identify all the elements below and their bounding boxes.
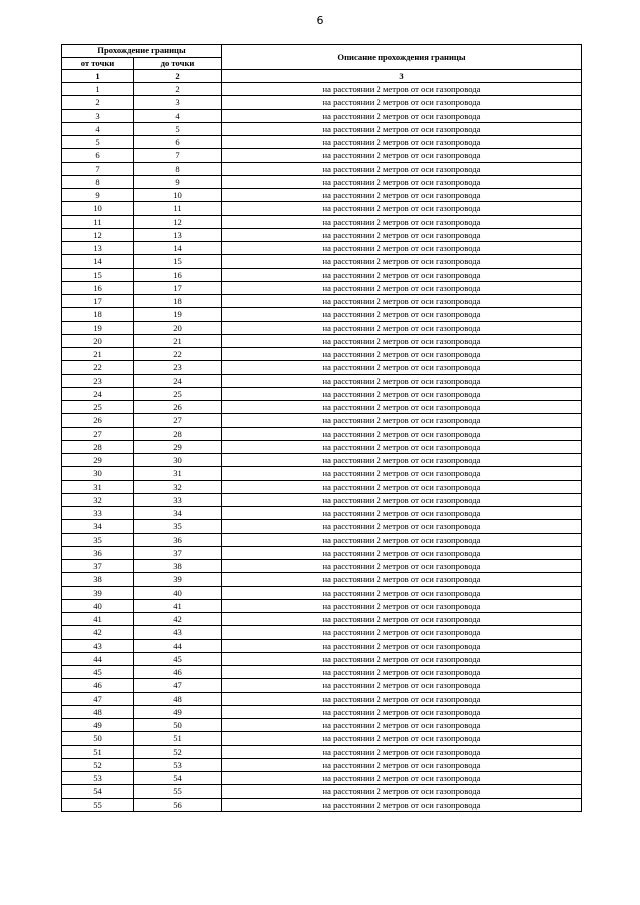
description-cell: на расстоянии 2 метров от оси газопровода — [222, 136, 582, 149]
table-row — [62, 321, 582, 334]
description-cell: на расстоянии 2 метров от оси газопровода — [222, 785, 582, 798]
from-point-cell: 1 — [62, 83, 134, 96]
description-cell: на расстоянии 2 метров от оси газопровода — [222, 189, 582, 202]
from-point-cell: 12 — [62, 228, 134, 241]
description-cell: на расстоянии 2 метров от оси газопровода — [222, 493, 582, 506]
description-cell: на расстоянии 2 метров от оси газопровода — [222, 533, 582, 546]
description-cell: на расстоянии 2 метров от оси газопровода — [222, 308, 582, 321]
to-point-cell: 29 — [134, 440, 222, 453]
description-cell: на расстоянии 2 метров от оси газопровода — [222, 374, 582, 387]
description-cell: на расстоянии 2 метров от оси газопровода — [222, 109, 582, 122]
table-row — [62, 440, 582, 453]
from-point-cell: 4 — [62, 122, 134, 135]
table-row — [62, 175, 582, 188]
description-cell: на расстоянии 2 метров от оси газопровода — [222, 334, 582, 347]
table-row — [62, 613, 582, 626]
description-cell: на расстоянии 2 метров от оси газопровода — [222, 613, 582, 626]
description-cell: на расстоянии 2 метров от оси газопровода — [222, 321, 582, 334]
table-row — [62, 122, 582, 135]
description-cell: на расстоянии 2 метров от оси газопровода — [222, 268, 582, 281]
to-point-cell: 7 — [134, 149, 222, 162]
to-point-cell: 53 — [134, 758, 222, 771]
from-point-cell: 22 — [62, 361, 134, 374]
boundary-table — [61, 44, 582, 812]
from-point-cell: 3 — [62, 109, 134, 122]
description-cell: на расстоянии 2 метров от оси газопровода — [222, 242, 582, 255]
table-row — [62, 705, 582, 718]
table-row — [62, 334, 582, 347]
description-cell: на расстоянии 2 метров от оси газопровода — [222, 295, 582, 308]
from-point-cell: 5 — [62, 136, 134, 149]
from-point-cell: 31 — [62, 480, 134, 493]
table-row — [62, 639, 582, 652]
from-point-cell: 19 — [62, 321, 134, 334]
to-point-cell: 54 — [134, 772, 222, 785]
to-point-cell: 46 — [134, 666, 222, 679]
table-row — [62, 758, 582, 771]
table-row — [62, 387, 582, 400]
table-row — [62, 401, 582, 414]
to-point-cell: 52 — [134, 745, 222, 758]
to-point-cell: 39 — [134, 573, 222, 586]
table-row — [62, 162, 582, 175]
table-row — [62, 560, 582, 573]
from-point-cell: 51 — [62, 745, 134, 758]
table-row — [62, 454, 582, 467]
table-row — [62, 679, 582, 692]
from-point-cell: 43 — [62, 639, 134, 652]
description-cell: на расстоянии 2 метров от оси газопровода — [222, 705, 582, 718]
from-point-cell: 45 — [62, 666, 134, 679]
from-point-cell: 9 — [62, 189, 134, 202]
description-cell: на расстоянии 2 метров от оси газопровода — [222, 573, 582, 586]
description-cell: на расстоянии 2 метров от оси газопровода — [222, 122, 582, 135]
to-point-cell: 26 — [134, 401, 222, 414]
column-number-3: 3 — [222, 70, 582, 83]
to-point-cell: 17 — [134, 281, 222, 294]
to-point-cell: 6 — [134, 136, 222, 149]
from-point-cell: 41 — [62, 613, 134, 626]
from-point-cell: 42 — [62, 626, 134, 639]
from-point-cell: 52 — [62, 758, 134, 771]
to-point-cell: 41 — [134, 599, 222, 612]
from-point-cell: 21 — [62, 348, 134, 361]
from-point-cell: 46 — [62, 679, 134, 692]
from-point-cell: 36 — [62, 546, 134, 559]
table-row — [62, 772, 582, 785]
from-point-cell: 8 — [62, 175, 134, 188]
from-point-cell: 49 — [62, 719, 134, 732]
table-row — [62, 189, 582, 202]
description-cell: на расстоянии 2 метров от оси газопровода — [222, 414, 582, 427]
to-point-cell: 32 — [134, 480, 222, 493]
description-cell: на расстоянии 2 метров от оси газопровода — [222, 96, 582, 109]
table-row — [62, 652, 582, 665]
to-point-cell: 36 — [134, 533, 222, 546]
description-cell: на расстоянии 2 метров от оси газопровода — [222, 732, 582, 745]
from-point-cell: 14 — [62, 255, 134, 268]
from-point-cell: 25 — [62, 401, 134, 414]
description-cell: на расстоянии 2 метров от оси газопровода — [222, 507, 582, 520]
table-row — [62, 202, 582, 215]
table-row — [62, 798, 582, 811]
to-point-cell: 3 — [134, 96, 222, 109]
description-cell: на расстоянии 2 метров от оси газопровода — [222, 626, 582, 639]
column-number-row — [62, 70, 582, 83]
table-row — [62, 427, 582, 440]
from-point-cell: 24 — [62, 387, 134, 400]
description-cell: на расстоянии 2 метров от оси газопровода — [222, 281, 582, 294]
from-point-cell: 29 — [62, 454, 134, 467]
to-point-cell: 8 — [134, 162, 222, 175]
from-point-cell: 23 — [62, 374, 134, 387]
table-row — [62, 480, 582, 493]
description-cell: на расстоянии 2 метров от оси газопровода — [222, 798, 582, 811]
description-cell: на расстоянии 2 метров от оси газопровода — [222, 666, 582, 679]
description-cell: на расстоянии 2 метров от оси газопровода — [222, 586, 582, 599]
to-point-cell: 47 — [134, 679, 222, 692]
to-point-cell: 23 — [134, 361, 222, 374]
description-cell: на расстоянии 2 метров от оси газопровода — [222, 454, 582, 467]
table-row — [62, 692, 582, 705]
from-point-cell: 38 — [62, 573, 134, 586]
from-point-cell: 33 — [62, 507, 134, 520]
from-point-cell: 39 — [62, 586, 134, 599]
to-point-cell: 38 — [134, 560, 222, 573]
from-point-cell: 11 — [62, 215, 134, 228]
header-description: Описание прохождения границы — [222, 45, 582, 70]
description-cell: на расстоянии 2 метров от оси газопровода — [222, 719, 582, 732]
from-point-cell: 53 — [62, 772, 134, 785]
from-point-cell: 40 — [62, 599, 134, 612]
table-row — [62, 546, 582, 559]
description-cell: на расстоянии 2 метров от оси газопровода — [222, 401, 582, 414]
to-point-cell: 22 — [134, 348, 222, 361]
to-point-cell: 37 — [134, 546, 222, 559]
description-cell: на расстоянии 2 метров от оси газопровода — [222, 202, 582, 215]
description-cell: на расстоянии 2 метров от оси газопровода — [222, 692, 582, 705]
to-point-cell: 9 — [134, 175, 222, 188]
to-point-cell: 45 — [134, 652, 222, 665]
table-row — [62, 719, 582, 732]
to-point-cell: 14 — [134, 242, 222, 255]
table-row — [62, 666, 582, 679]
from-point-cell: 18 — [62, 308, 134, 321]
from-point-cell: 27 — [62, 427, 134, 440]
description-cell: на расстоянии 2 метров от оси газопровода — [222, 149, 582, 162]
table-row — [62, 785, 582, 798]
table-row — [62, 295, 582, 308]
column-number-2: 2 — [134, 70, 222, 83]
to-point-cell: 55 — [134, 785, 222, 798]
table-body — [62, 83, 582, 812]
to-point-cell: 34 — [134, 507, 222, 520]
table-row — [62, 215, 582, 228]
header-to-point: до точки — [134, 57, 222, 70]
description-cell: на расстоянии 2 метров от оси газопровода — [222, 387, 582, 400]
to-point-cell: 20 — [134, 321, 222, 334]
from-point-cell: 54 — [62, 785, 134, 798]
description-cell: на расстоянии 2 метров от оси газопровода — [222, 652, 582, 665]
description-cell: на расстоянии 2 метров от оси газопровода — [222, 440, 582, 453]
table-row — [62, 599, 582, 612]
description-cell: на расстоянии 2 метров от оси газопровода — [222, 745, 582, 758]
table-row — [62, 745, 582, 758]
from-point-cell: 17 — [62, 295, 134, 308]
to-point-cell: 49 — [134, 705, 222, 718]
to-point-cell: 28 — [134, 427, 222, 440]
description-cell: на расстоянии 2 метров от оси газопровода — [222, 560, 582, 573]
table-row — [62, 493, 582, 506]
table-row — [62, 467, 582, 480]
table-header — [62, 45, 582, 83]
to-point-cell: 18 — [134, 295, 222, 308]
from-point-cell: 26 — [62, 414, 134, 427]
from-point-cell: 16 — [62, 281, 134, 294]
to-point-cell: 10 — [134, 189, 222, 202]
from-point-cell: 44 — [62, 652, 134, 665]
table-row — [62, 573, 582, 586]
to-point-cell: 30 — [134, 454, 222, 467]
table-row — [62, 255, 582, 268]
from-point-cell: 2 — [62, 96, 134, 109]
to-point-cell: 50 — [134, 719, 222, 732]
table-row — [62, 109, 582, 122]
to-point-cell: 35 — [134, 520, 222, 533]
table-row — [62, 586, 582, 599]
to-point-cell: 12 — [134, 215, 222, 228]
description-cell: на расстоянии 2 метров от оси газопровода — [222, 520, 582, 533]
table-row — [62, 149, 582, 162]
to-point-cell: 5 — [134, 122, 222, 135]
to-point-cell: 33 — [134, 493, 222, 506]
description-cell: на расстоянии 2 метров от оси газопровода — [222, 679, 582, 692]
from-point-cell: 13 — [62, 242, 134, 255]
from-point-cell: 30 — [62, 467, 134, 480]
description-cell: на расстоянии 2 метров от оси газопровода — [222, 348, 582, 361]
to-point-cell: 56 — [134, 798, 222, 811]
description-cell: на расстоянии 2 метров от оси газопровода — [222, 772, 582, 785]
from-point-cell: 32 — [62, 493, 134, 506]
description-cell: на расстоянии 2 метров от оси газопровода — [222, 255, 582, 268]
description-cell: на расстоянии 2 метров от оси газопровода — [222, 215, 582, 228]
to-point-cell: 27 — [134, 414, 222, 427]
description-cell: на расстоянии 2 метров от оси газопровода — [222, 546, 582, 559]
description-cell: на расстоянии 2 метров от оси газопровода — [222, 758, 582, 771]
table-row — [62, 242, 582, 255]
from-point-cell: 10 — [62, 202, 134, 215]
to-point-cell: 40 — [134, 586, 222, 599]
to-point-cell: 24 — [134, 374, 222, 387]
description-cell: на расстоянии 2 метров от оси газопровода — [222, 228, 582, 241]
from-point-cell: 37 — [62, 560, 134, 573]
table-row — [62, 414, 582, 427]
table-row — [62, 83, 582, 96]
description-cell: на расстоянии 2 метров от оси газопровода — [222, 639, 582, 652]
to-point-cell: 44 — [134, 639, 222, 652]
table-row — [62, 361, 582, 374]
table-row — [62, 96, 582, 109]
table-row — [62, 732, 582, 745]
table-row — [62, 281, 582, 294]
description-cell: на расстоянии 2 метров от оси газопровода — [222, 83, 582, 96]
description-cell: на расстоянии 2 метров от оси газопровода — [222, 162, 582, 175]
header-from-point: от точки — [62, 57, 134, 70]
table-row — [62, 533, 582, 546]
to-point-cell: 42 — [134, 613, 222, 626]
table-row — [62, 374, 582, 387]
from-point-cell: 34 — [62, 520, 134, 533]
to-point-cell: 25 — [134, 387, 222, 400]
column-number-1: 1 — [62, 70, 134, 83]
from-point-cell: 50 — [62, 732, 134, 745]
from-point-cell: 55 — [62, 798, 134, 811]
table-row — [62, 348, 582, 361]
from-point-cell: 20 — [62, 334, 134, 347]
table-row — [62, 507, 582, 520]
to-point-cell: 2 — [134, 83, 222, 96]
to-point-cell: 43 — [134, 626, 222, 639]
from-point-cell: 7 — [62, 162, 134, 175]
description-cell: на расстоянии 2 метров от оси газопровода — [222, 599, 582, 612]
from-point-cell: 35 — [62, 533, 134, 546]
table-row — [62, 228, 582, 241]
to-point-cell: 48 — [134, 692, 222, 705]
from-point-cell: 28 — [62, 440, 134, 453]
to-point-cell: 15 — [134, 255, 222, 268]
table-row — [62, 520, 582, 533]
description-cell: на расстоянии 2 метров от оси газопровода — [222, 467, 582, 480]
description-cell: на расстоянии 2 метров от оси газопровода — [222, 480, 582, 493]
to-point-cell: 11 — [134, 202, 222, 215]
to-point-cell: 31 — [134, 467, 222, 480]
to-point-cell: 21 — [134, 334, 222, 347]
header-boundary-group: Прохождение границы — [62, 45, 222, 58]
to-point-cell: 4 — [134, 109, 222, 122]
to-point-cell: 19 — [134, 308, 222, 321]
table-row — [62, 626, 582, 639]
from-point-cell: 6 — [62, 149, 134, 162]
table-row — [62, 136, 582, 149]
from-point-cell: 15 — [62, 268, 134, 281]
description-cell: на расстоянии 2 метров от оси газопровода — [222, 427, 582, 440]
from-point-cell: 47 — [62, 692, 134, 705]
table-row — [62, 268, 582, 281]
to-point-cell: 51 — [134, 732, 222, 745]
description-cell: на расстоянии 2 метров от оси газопровода — [222, 175, 582, 188]
from-point-cell: 48 — [62, 705, 134, 718]
description-cell: на расстоянии 2 метров от оси газопровода — [222, 361, 582, 374]
to-point-cell: 13 — [134, 228, 222, 241]
page-number: 6 — [316, 14, 324, 27]
table-row — [62, 308, 582, 321]
to-point-cell: 16 — [134, 268, 222, 281]
